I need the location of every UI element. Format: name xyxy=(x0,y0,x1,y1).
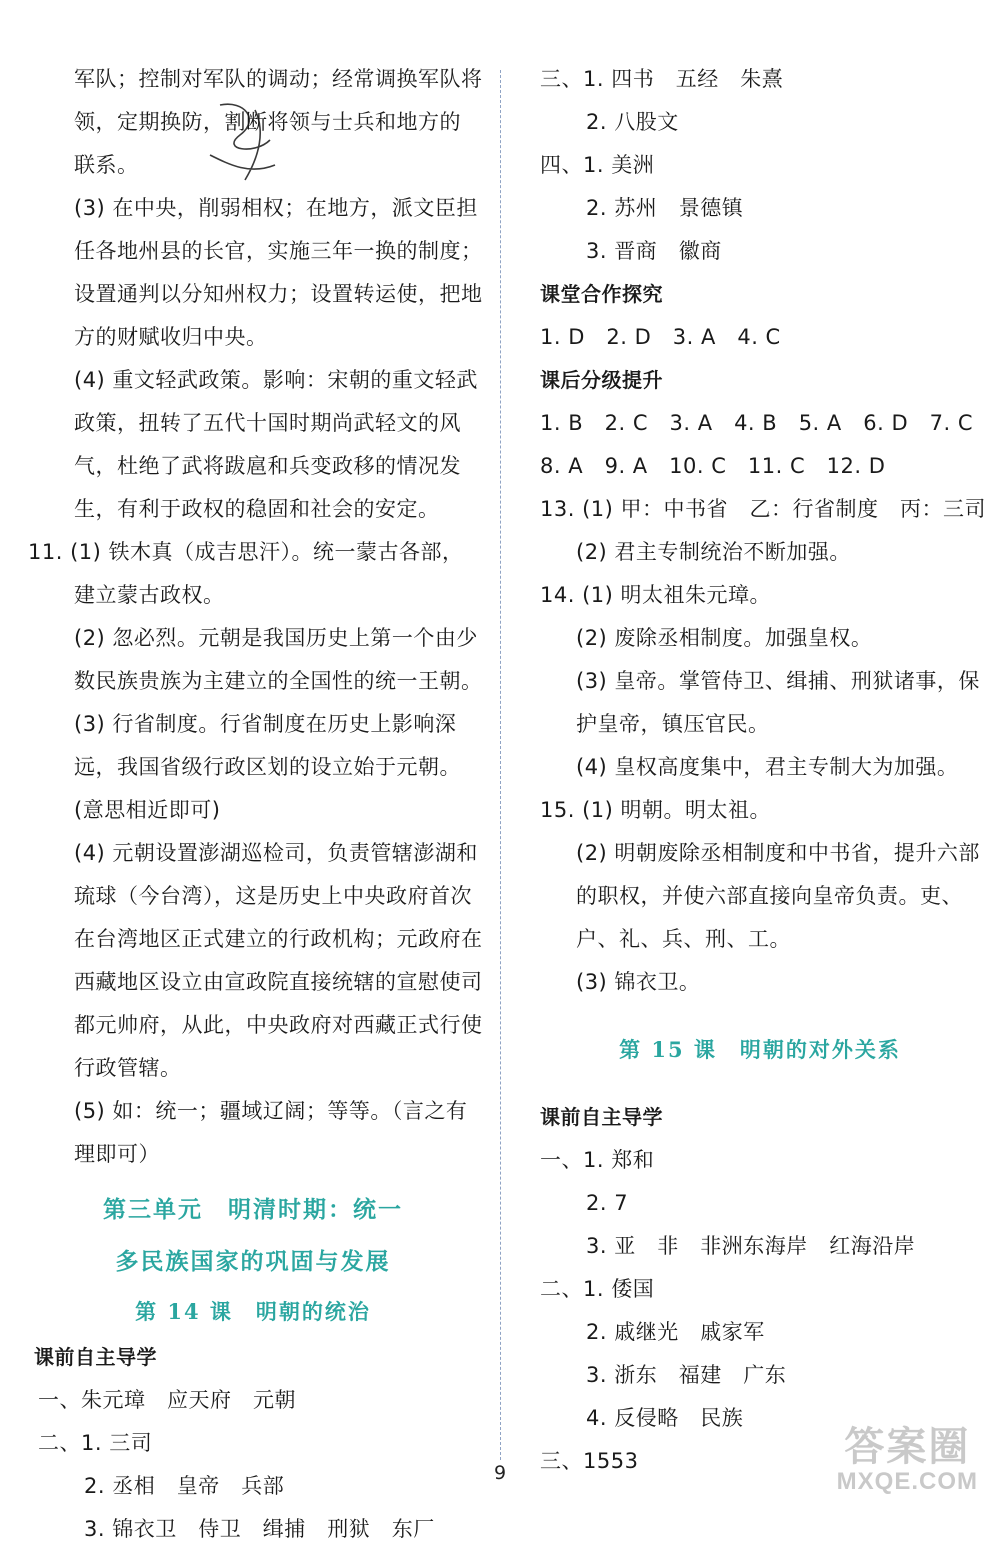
answer-line: (4) 重文轻武政策。影响：宋朝的重文轻武 xyxy=(74,368,478,392)
answer-line: (2) 忽必烈。元朝是我国历史上第一个由少 xyxy=(74,626,478,650)
answer-line: 在台湾地区正式建立的行政机构；元政府在 xyxy=(74,927,483,951)
answer-line: 数民族贵族为主建立的全国性的统一王朝。 xyxy=(74,669,483,693)
sec2-rest xyxy=(540,1311,980,1440)
sec1-rest xyxy=(540,1182,980,1268)
lesson-15-title: 第 15 课 明朝的对外关系 xyxy=(619,1037,901,1062)
answer-line: 西藏地区设立由宣政院直接统辖的宣慰使司 xyxy=(74,970,483,994)
answer-line: 领，定期换防，割断将领与士兵和地方的 xyxy=(74,110,461,134)
answer-line: 行政管辖。 xyxy=(74,1056,182,1080)
q15-line: 15. (1) 明朝。明太祖。 xyxy=(540,798,771,822)
answer-line: 的职权，并使六部直接向皇帝负责。吏、 xyxy=(576,884,963,908)
left-answer-block-11 xyxy=(38,574,483,1176)
answer-line: (3) 锦衣卫。 xyxy=(576,970,701,994)
answer-line: 护皇帝，镇压官民。 xyxy=(576,712,770,736)
answer-line: 设置通判以分知州权力；设置转运使，把地 xyxy=(74,282,483,306)
answer-line: 2. 八股文 xyxy=(586,110,679,134)
preview-heading-right: 课前自主导学 xyxy=(540,1105,663,1129)
answer-line: (3) 行省制度。行省制度在历史上影响深 xyxy=(74,712,457,736)
answer-line: 2. 7 xyxy=(586,1191,629,1215)
answer-line: (3) 在中央，削弱相权；在地方，派文臣担 xyxy=(74,196,478,220)
answer-line: 建立蒙古政权。 xyxy=(74,583,225,607)
answer-line: 三、1. 四书 五经 朱熹 xyxy=(540,67,784,91)
answer-line: 四、1. 美洲 xyxy=(540,153,655,177)
answer-line: 联系。 xyxy=(74,153,139,177)
answer-line: 都元帅府，从此，中央政府对西藏正式行使 xyxy=(74,1013,483,1037)
answer-line: 政策，扭转了五代十国时期尚武轻文的风 xyxy=(74,411,461,435)
right-block-4 xyxy=(540,144,980,187)
after-answers-1: 1. B 2. C 3. A 4. B 5. A 6. D 7. C xyxy=(540,411,974,435)
answer-line: 3. 锦衣卫 侍卫 缉捕 刑狱 东厂 xyxy=(84,1517,435,1541)
answer-line: 远，我国省级行政区划的设立始于元朝。 xyxy=(74,755,461,779)
sec3-line: 三、1553 xyxy=(540,1449,639,1473)
answer-line: 3. 亚 非 非洲东海岸 红海沿岸 xyxy=(586,1234,916,1258)
answer-line: 气，杜绝了武将跋扈和兵变政移的情况发 xyxy=(74,454,461,478)
unit-title-line-2: 多民族国家的巩固与发展 xyxy=(115,1248,391,1275)
answer-line: (2) 明朝废除丞相制度和中书省，提升六部 xyxy=(576,841,980,865)
sec2-line: 二、1. 倭国 xyxy=(540,1277,655,1301)
sec1-line: 一、1. 郑和 xyxy=(540,1148,655,1172)
q13-line: 13. (1) 甲：中书省 乙：行省制度 丙：三司 xyxy=(540,497,986,521)
answer-line: 3. 晋商 徽商 xyxy=(586,239,722,263)
watermark-en: MXQE.COM xyxy=(836,1468,978,1495)
answer-line: (意思相近即可) xyxy=(74,798,221,822)
answer-line: (4) 元朝设置澎湖巡检司，负责管辖澎湖和 xyxy=(74,841,478,865)
watermark-cn: 答案圈 xyxy=(844,1425,971,1469)
right-block-4-indented xyxy=(540,187,980,273)
unit-title-line-1: 第三单元 明清时期：统一 xyxy=(103,1196,403,1223)
answer-line: 2. 戚继光 戚家军 xyxy=(586,1320,765,1344)
q14-rest xyxy=(540,617,980,789)
answer-line: 二、1. 三司 xyxy=(38,1431,153,1455)
q14-line: 14. (1) 明太祖朱元璋。 xyxy=(540,583,771,607)
answer-line: 3. 浙东 福建 广东 xyxy=(586,1363,787,1387)
preview-heading-left: 课前自主导学 xyxy=(34,1345,157,1369)
answer-line: 2. 苏州 景德镇 xyxy=(586,196,744,220)
answer-line: 4. 反侵略 民族 xyxy=(586,1406,744,1430)
class-heading: 课堂合作探究 xyxy=(540,282,663,306)
answer-line: 2. 丞相 皇帝 兵部 xyxy=(84,1474,285,1498)
page-number: 9 xyxy=(493,1462,507,1484)
class-answers: 1. D 2. D 3. A 4. C xyxy=(540,325,781,349)
watermark-logo xyxy=(837,1425,978,1495)
answer-line: (2) 废除丞相制度。加强皇权。 xyxy=(576,626,873,650)
q11-line: 11. (1) 铁木真（成吉思汗）。统一蒙古各部， xyxy=(28,540,464,564)
column-divider xyxy=(500,70,501,1460)
answer-line: (3) 皇帝。掌管侍卫、缉捕、刑狱诸事，保 xyxy=(576,669,980,693)
answer-line: 琉球（今台湾），这是历史上中央政府首次 xyxy=(74,884,472,908)
answer-line: (5) 如：统一；疆域辽阔；等等。（言之有 xyxy=(74,1099,468,1123)
right-block-3 xyxy=(540,58,980,101)
answer-line: 军队；控制对军队的调动；经常调换军队将 xyxy=(74,67,483,91)
answer-line: 理即可） xyxy=(74,1142,160,1166)
after-heading: 课后分级提升 xyxy=(540,368,663,392)
right-column xyxy=(540,58,986,1483)
left-column xyxy=(28,58,483,1551)
q13-rest xyxy=(540,531,980,574)
answer-line: 户、礼、兵、刑、工。 xyxy=(576,927,791,951)
answer-line: 生，有利于政权的稳固和社会的安定。 xyxy=(74,497,440,521)
right-block-3-indented xyxy=(540,101,980,144)
after-answers-2: 8. A 9. A 10. C 11. C 12. D xyxy=(540,454,886,478)
answer-line: (4) 皇权高度集中，君主专制大为加强。 xyxy=(576,755,959,779)
answer-line: (2) 君主专制统治不断加强。 xyxy=(576,540,851,564)
q15-rest xyxy=(540,832,980,1004)
answer-line: 一、朱元璋 应天府 元朝 xyxy=(38,1388,296,1412)
answer-line: 任各地州县的长官，实施三年一换的制度； xyxy=(74,239,483,263)
left-answer-block-10 xyxy=(38,58,483,531)
left-answer-block-c xyxy=(38,1379,468,1465)
answer-line: 方的财赋收归中央。 xyxy=(74,325,268,349)
lesson-14-title: 第 14 课 明朝的统治 xyxy=(135,1299,371,1324)
